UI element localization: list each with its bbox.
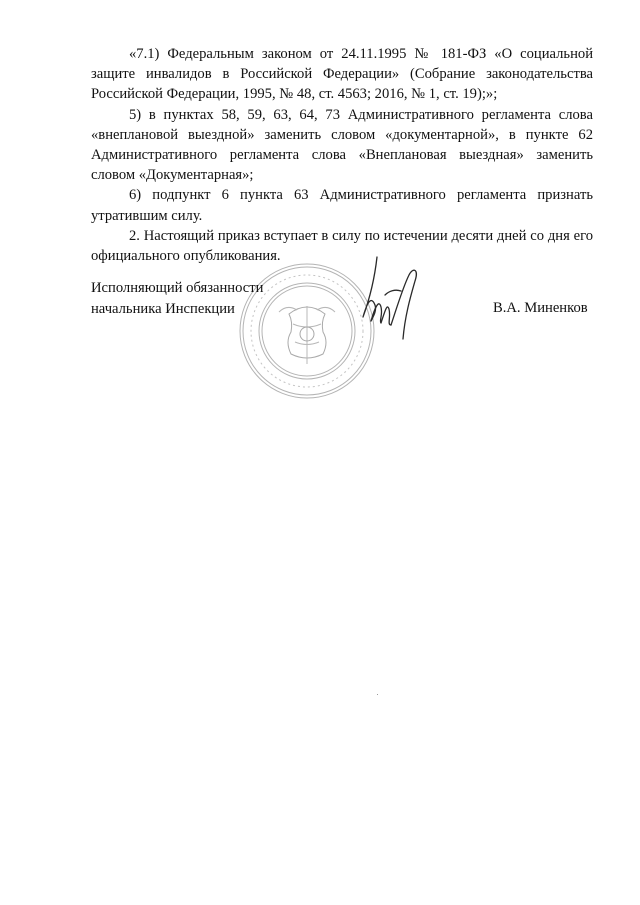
scan-speck (377, 694, 378, 695)
paragraph-item-5: 5) в пунктах 58, 59, 63, 64, 73 Административного регламента слова «внеплановой выездной» заменить словом «документарной», в пункте 62 Административного регламента слова «Внеплановая выездная» заменить словом «Документарная»; (91, 106, 593, 184)
handwritten-signature-icon (357, 255, 429, 345)
signatory-position-line-1: Исполняющий обязанности (91, 280, 264, 296)
signatory-position-line-2: начальника Инспекции (91, 300, 235, 317)
paragraph-7-1: «7.1) Федеральным законом от 24.11.1995 № 181-ФЗ «О социальной защите инвалидов в Российской Федерации» (Собрание законодательства Российской Федерации, 1995, № 48, ст. 4563; 2016, № 1, ст. 19);»; (91, 46, 593, 103)
document-body (91, 44, 593, 266)
signatory-name: В.А. Миненков (493, 300, 588, 316)
paragraph-2-effective-date: 2. Настоящий приказ вступает в силу по истечении десяти дней со дня его официального опубликования. (91, 227, 593, 265)
paragraph-item-6: 6) подпункт 6 пункта 63 Административного регламента признать утратившим силу. (91, 187, 593, 224)
signatory-position (91, 278, 263, 319)
